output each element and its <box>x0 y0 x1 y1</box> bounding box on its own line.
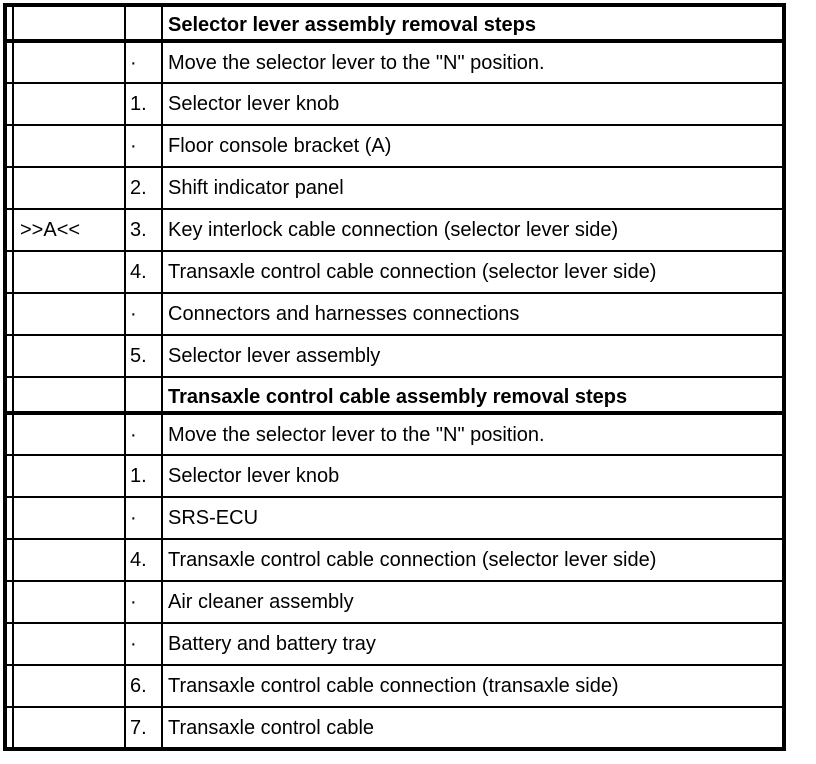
description-cell: Move the selector lever to the "N" position. <box>162 41 784 83</box>
spacer-cell <box>5 83 13 125</box>
spacer-cell <box>5 5 13 41</box>
description-cell: Selector lever assembly <box>162 335 784 377</box>
marker-cell <box>13 335 125 377</box>
spacer-cell <box>5 251 13 293</box>
description-cell: Connectors and harnesses connections <box>162 293 784 335</box>
description-cell: Transaxle control cable connection (selector lever side) <box>162 539 784 581</box>
spacer-cell <box>5 335 13 377</box>
marker-cell-a: >>A<< <box>13 209 125 251</box>
description-cell: Selector lever knob <box>162 83 784 125</box>
table-row <box>5 581 784 623</box>
description-cell: Battery and battery tray <box>162 623 784 665</box>
step-number-cell: 2. <box>125 167 162 209</box>
description-cell: Floor console bracket (A) <box>162 125 784 167</box>
spacer-cell <box>5 125 13 167</box>
table-row <box>5 665 784 707</box>
marker-cell <box>13 5 125 41</box>
spacer-cell <box>5 455 13 497</box>
section-title: Transaxle control cable assembly removal steps <box>162 377 784 413</box>
step-number-cell: 4. <box>125 539 162 581</box>
removal-steps-table-body <box>5 5 784 749</box>
spacer-cell <box>5 413 13 455</box>
marker-cell <box>13 539 125 581</box>
step-number-cell: 4. <box>125 251 162 293</box>
table-row <box>5 83 784 125</box>
step-number-cell: 1. <box>125 455 162 497</box>
table-row <box>5 497 784 539</box>
step-number-cell: · <box>125 41 162 83</box>
step-number-cell: · <box>125 413 162 455</box>
description-cell: Transaxle control cable <box>162 707 784 749</box>
description-cell: Selector lever knob <box>162 455 784 497</box>
table-row <box>5 167 784 209</box>
description-cell: Transaxle control cable connection (selector lever side) <box>162 251 784 293</box>
marker-cell <box>13 167 125 209</box>
spacer-cell <box>5 665 13 707</box>
marker-cell <box>13 293 125 335</box>
section-title: Selector lever assembly removal steps <box>162 5 784 41</box>
spacer-cell <box>5 377 13 413</box>
step-number-cell <box>125 5 162 41</box>
table-row <box>5 125 784 167</box>
step-number-cell: · <box>125 125 162 167</box>
description-cell: SRS-ECU <box>162 497 784 539</box>
step-number-cell: 1. <box>125 83 162 125</box>
table-row <box>5 293 784 335</box>
marker-cell <box>13 497 125 539</box>
marker-cell <box>13 455 125 497</box>
step-number-cell: 5. <box>125 335 162 377</box>
section-header-row <box>5 377 784 413</box>
marker-cell <box>13 623 125 665</box>
description-cell: Shift indicator panel <box>162 167 784 209</box>
removal-steps-table <box>3 3 786 751</box>
section-header-row <box>5 5 784 41</box>
table-row <box>5 539 784 581</box>
spacer-cell <box>5 623 13 665</box>
step-number-cell: · <box>125 497 162 539</box>
spacer-cell <box>5 581 13 623</box>
marker-cell <box>13 41 125 83</box>
removal-steps-table-container <box>3 3 786 751</box>
step-number-cell: · <box>125 581 162 623</box>
spacer-cell <box>5 293 13 335</box>
marker-cell <box>13 125 125 167</box>
spacer-cell <box>5 497 13 539</box>
step-number-cell: · <box>125 623 162 665</box>
description-cell: Move the selector lever to the "N" position. <box>162 413 784 455</box>
spacer-cell <box>5 539 13 581</box>
table-row <box>5 41 784 83</box>
table-row <box>5 623 784 665</box>
marker-cell <box>13 413 125 455</box>
table-row <box>5 707 784 749</box>
marker-cell <box>13 251 125 293</box>
step-number-cell: 7. <box>125 707 162 749</box>
description-cell: Transaxle control cable connection (transaxle side) <box>162 665 784 707</box>
description-cell: Air cleaner assembly <box>162 581 784 623</box>
table-row <box>5 209 784 251</box>
step-number-cell <box>125 377 162 413</box>
step-number-cell: 6. <box>125 665 162 707</box>
table-row <box>5 413 784 455</box>
step-number-cell: · <box>125 293 162 335</box>
marker-cell <box>13 707 125 749</box>
marker-cell <box>13 581 125 623</box>
spacer-cell <box>5 41 13 83</box>
marker-cell <box>13 377 125 413</box>
table-row <box>5 455 784 497</box>
table-row <box>5 335 784 377</box>
spacer-cell <box>5 209 13 251</box>
marker-cell <box>13 665 125 707</box>
step-number-cell: 3. <box>125 209 162 251</box>
spacer-cell <box>5 707 13 749</box>
spacer-cell <box>5 167 13 209</box>
description-cell: Key interlock cable connection (selector lever side) <box>162 209 784 251</box>
table-row <box>5 251 784 293</box>
marker-cell <box>13 83 125 125</box>
